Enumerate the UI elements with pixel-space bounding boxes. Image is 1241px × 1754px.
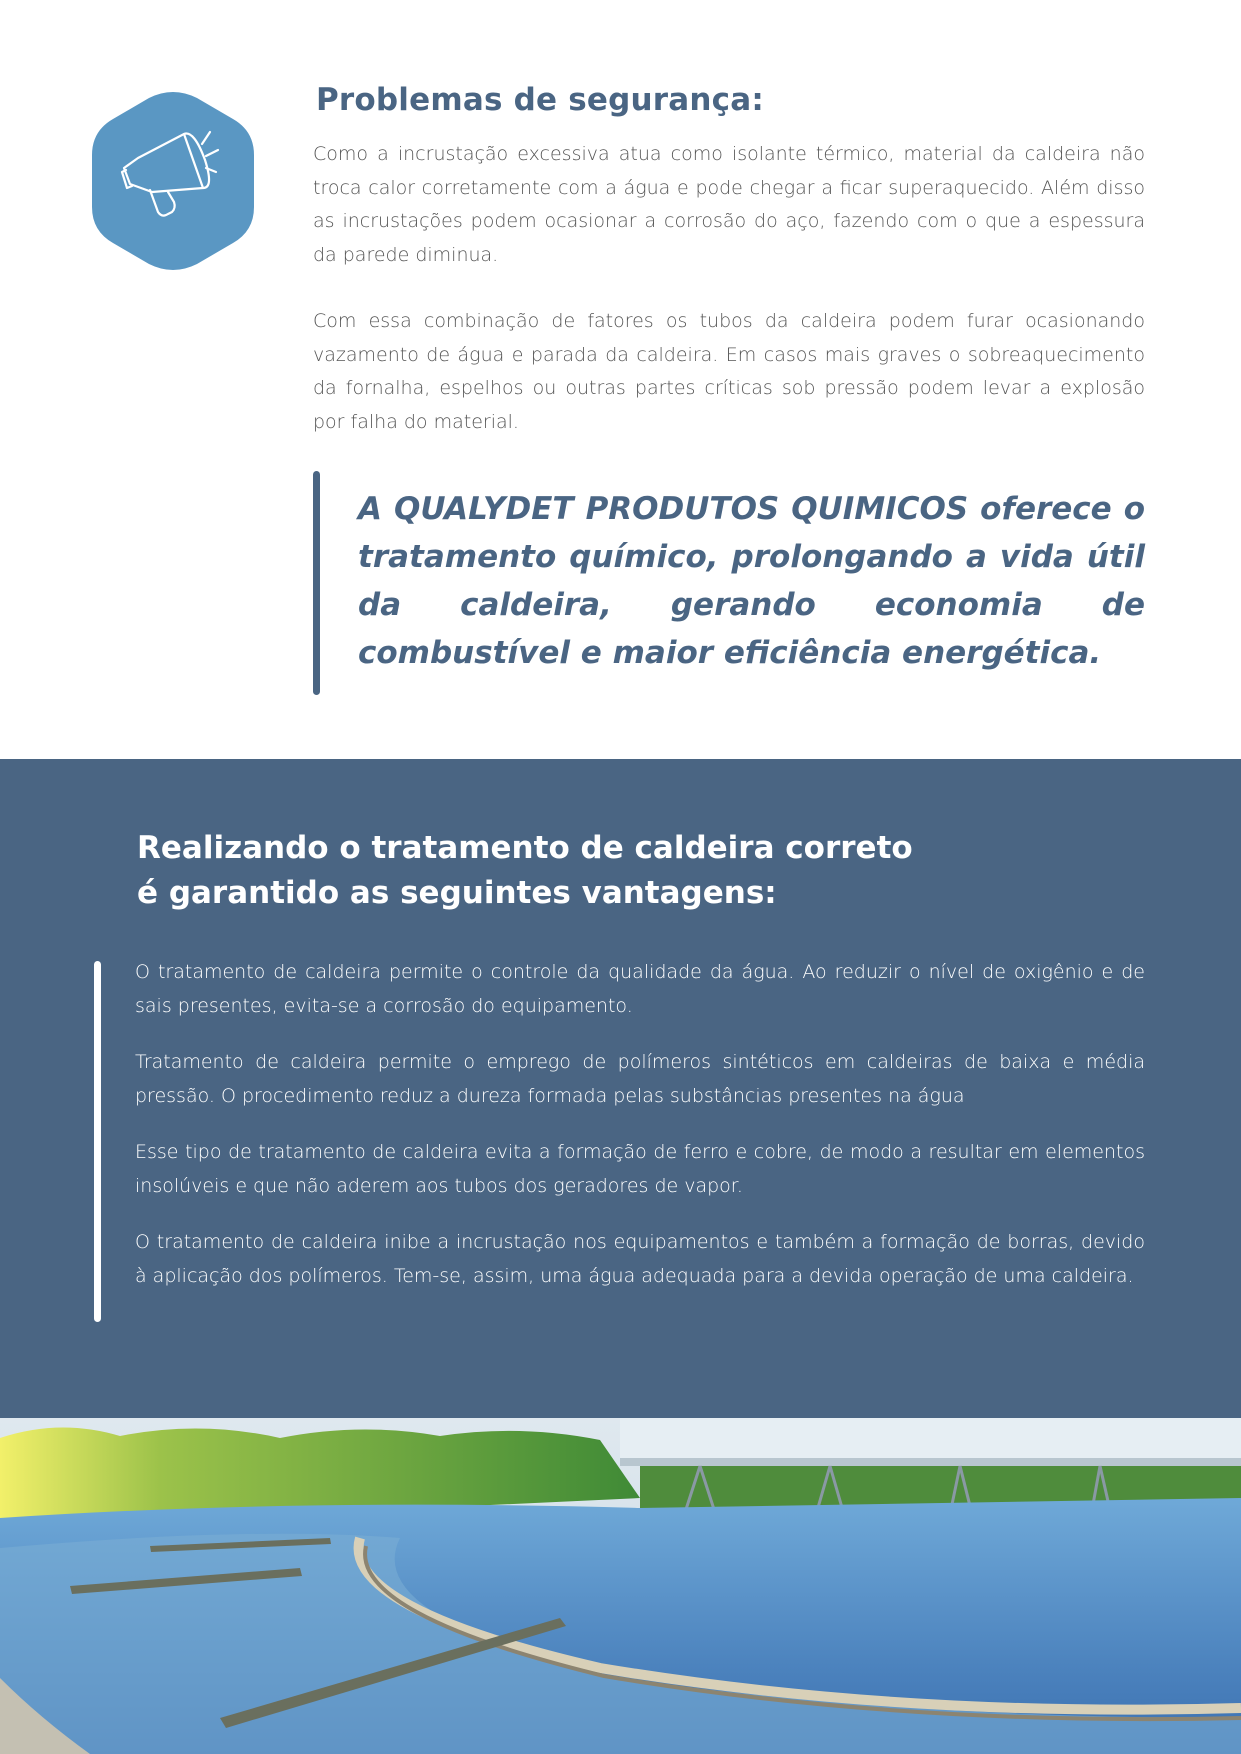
advantage-item: Esse tipo de tratamento de caldeira evita a formação de ferro e cobre, de modo a resultar em elementos insolúveis e que não aderem aos tubos dos geradores de vapor. bbox=[135, 1141, 1145, 1197]
water-treatment-photo bbox=[0, 1418, 1241, 1754]
advantages-title bbox=[137, 826, 1037, 916]
highlight-quote: A QUALYDET PRODUTOS QUIMICOS oferece o tratamento químico, prolongando a vida útil da caldeira, gerando economia de combustível e maior eficiência energética. bbox=[358, 491, 1145, 671]
advantages-title-line-1: Realizando o tratamento de caldeira correto bbox=[137, 830, 913, 866]
section-title: Problemas de segurança: bbox=[316, 82, 764, 118]
advantage-item: O tratamento de caldeira inibe a incrustação nos equipamentos e também a formação de borras, devido à aplicação dos polímeros. Tem-se, assim, uma água adequada para a devida operação de uma caldeira. bbox=[135, 1231, 1145, 1287]
advantages-title-line-2: é garantido as seguintes vantagens: bbox=[137, 875, 777, 911]
advantage-item: O tratamento de caldeira permite o controle da qualidade da água. Ao reduzir o nível de oxigênio e de sais presentes, evita-se a corrosão do equipamento. bbox=[135, 961, 1145, 1017]
advantage-item: Tratamento de caldeira permite o emprego de polímeros sintéticos em caldeiras de baixa e média pressão. O procedimento reduz a dureza formada pelas substâncias presentes na água bbox=[135, 1051, 1145, 1107]
safety-paragraph-2: Com essa combinação de fatores os tubos da caldeira podem furar ocasionando vazamento de água e parada da caldeira. Em casos mais graves o sobreaquecimento da fornalha, espelhos ou outras partes críticas sob pressão podem levar a explosão por falha do material. bbox=[313, 310, 1145, 433]
advantages-bar bbox=[94, 961, 101, 1322]
safety-paragraph-1: Como a incrustação excessiva atua como isolante térmico, material da caldeira não troca calor corretamente com a água e pode chegar a ficar superaquecido. Além disso as incrustações podem ocasionar a corrosão do aço, fazendo com o que a espessura da parede diminua. bbox=[313, 143, 1145, 266]
megaphone-icon bbox=[92, 92, 254, 270]
quote-bar bbox=[313, 471, 320, 695]
